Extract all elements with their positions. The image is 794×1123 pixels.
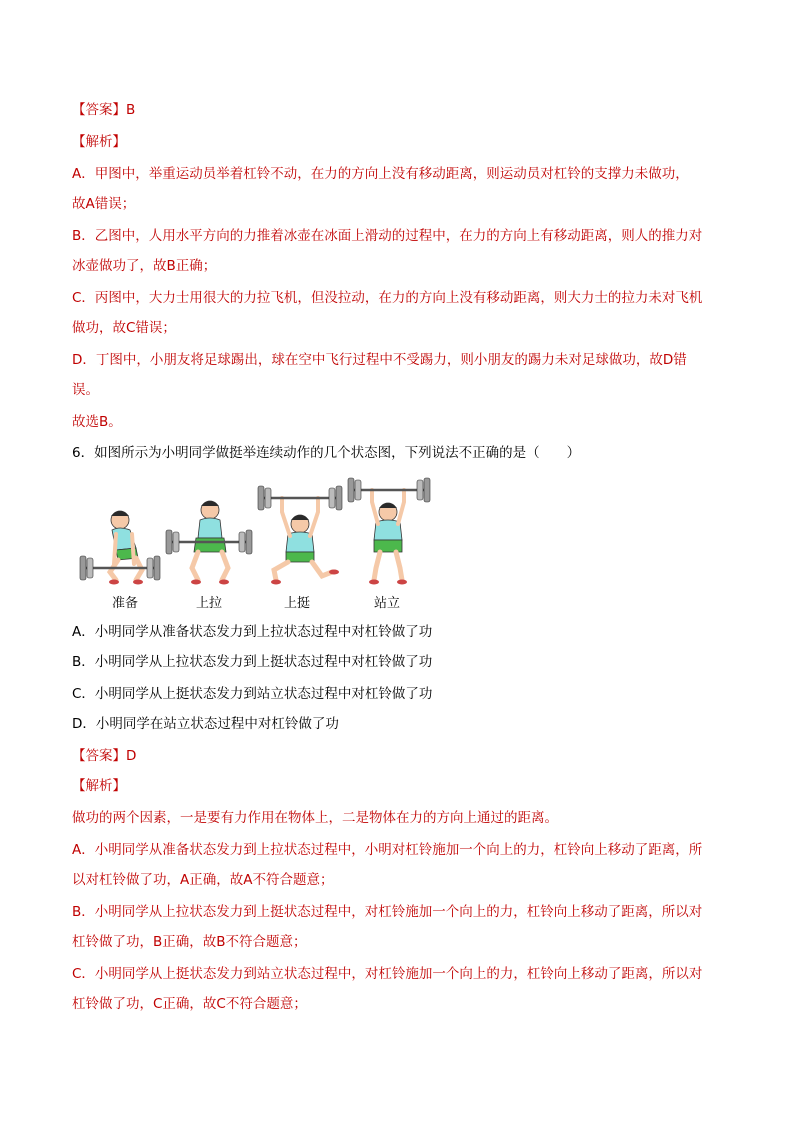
figure-label-ready: 准备 bbox=[112, 596, 139, 611]
q6-analysis-line: 做功的两个因素，一是要有力作用在物体上，二是物体在力的方向上通过的距离。 bbox=[72, 810, 558, 826]
q6-analysis-heading: 【解析】 bbox=[72, 778, 126, 794]
figure-ready-state bbox=[80, 511, 160, 585]
q5-answer: 【答案】B bbox=[72, 102, 136, 118]
figure-standing-state bbox=[348, 478, 430, 585]
figure-label-pull: 上拉 bbox=[196, 596, 223, 611]
q5-analysis-line: D．丁图中，小朋友将足球踢出，球在空中飞行过程中不受踢力，则小朋友的踢力未对足球做功，故D错 bbox=[72, 352, 687, 368]
q5-conclusion: 故选B。 bbox=[72, 414, 122, 430]
q6-analysis-line: C．小明同学从上挺状态发力到站立状态过程中，对杠铃施加一个向上的力，杠铃向上移动了距离，所以对 bbox=[72, 966, 703, 982]
q5-analysis-line: 做功，故C错误； bbox=[72, 320, 176, 336]
q5-analysis-line: 故A错误； bbox=[72, 196, 136, 212]
q6-analysis-line: 杠铃做了功，C正确，故C不符合题意； bbox=[72, 996, 307, 1012]
q5-analysis-heading: 【解析】 bbox=[72, 134, 126, 150]
figure-pull-state bbox=[166, 501, 252, 585]
q6-option-c: C．小明同学从上挺状态发力到站立状态过程中对杠铃做了功 bbox=[72, 686, 433, 702]
weightlifting-figure bbox=[76, 472, 456, 612]
q6-option-d: D．小明同学在站立状态过程中对杠铃做了功 bbox=[72, 716, 339, 732]
figure-label-standing: 站立 bbox=[374, 596, 401, 611]
q6-option-b: B．小明同学从上拉状态发力到上挺状态过程中对杠铃做了功 bbox=[72, 654, 433, 670]
figure-jerk-state bbox=[258, 486, 342, 585]
q6-question: 6．如图所示为小明同学做挺举连续动作的几个状态图，下列说法不正确的是（ ） bbox=[72, 445, 581, 461]
q5-analysis-line: A．甲图中，举重运动员举着杠铃不动，在力的方向上没有移动距离，则运动员对杠铃的支撑力未做功， bbox=[72, 166, 689, 182]
q6-analysis-line: 以对杠铃做了功，A正确，故A不符合题意； bbox=[72, 872, 334, 888]
q5-analysis-line: 误。 bbox=[72, 382, 99, 398]
q6-analysis-line: A．小明同学从准备状态发力到上拉状态过程中，小明对杠铃施加一个向上的力，杠铃向上移动了距离，所 bbox=[72, 842, 703, 858]
weightlifting-illustration bbox=[76, 472, 456, 612]
q6-answer: 【答案】D bbox=[72, 748, 137, 764]
q6-analysis-line: B．小明同学从上拉状态发力到上挺状态过程中，对杠铃施加一个向上的力，杠铃向上移动了距离，所以对 bbox=[72, 904, 703, 920]
q5-analysis-line: C．丙图中，大力士用很大的力拉飞机，但没拉动，在力的方向上没有移动距离，则大力士的拉力未对飞机 bbox=[72, 290, 703, 306]
q6-analysis-line: 杠铃做了功，B正确，故B不符合题意； bbox=[72, 934, 307, 950]
q5-analysis-line: 冰壶做功了，故B正确； bbox=[72, 258, 217, 274]
figure-label-jerk: 上挺 bbox=[284, 596, 311, 611]
q5-analysis-line: B．乙图中，人用水平方向的力推着冰壶在冰面上滑动的过程中，在力的方向上有移动距离，则人的推力对 bbox=[72, 228, 703, 244]
q6-option-a: A．小明同学从准备状态发力到上拉状态过程中对杠铃做了功 bbox=[72, 624, 433, 640]
